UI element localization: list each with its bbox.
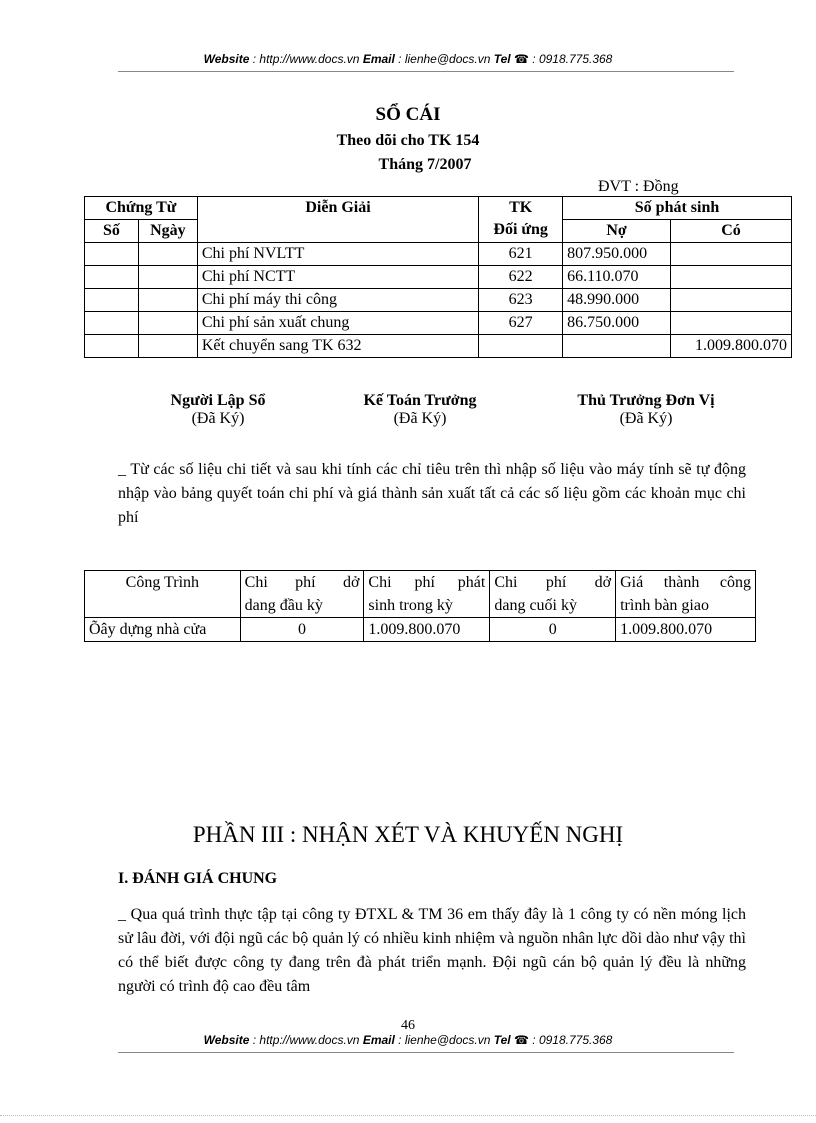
phone-icon: ☎ (513, 1033, 529, 1047)
debit-cell: 66.110.070 (563, 266, 671, 289)
signature-title: Kế Toán Trưởng (363, 392, 477, 409)
page-break-line (0, 1115, 816, 1116)
section-heading: I. ĐÁNH GIÁ CHUNG (118, 870, 278, 887)
date-header: Ngày (138, 220, 197, 243)
tel-label: Tel (493, 52, 511, 66)
credit-cell (671, 266, 792, 289)
section-title: PHẦN III : NHẬN XÉT VÀ KHUYẾN NGHỊ (192, 822, 624, 847)
signature-status: (Đã Ký) (619, 410, 673, 427)
table-row (85, 266, 792, 289)
closing-header (490, 571, 616, 618)
voucher-date-cell (138, 266, 197, 289)
account-cell: 621 (479, 243, 563, 266)
page-number: 46 (401, 1018, 415, 1033)
signature-head-of-unit (548, 392, 744, 428)
debit-cell (563, 335, 671, 358)
account-header-line1: TK (509, 199, 533, 216)
voucher-date-cell (138, 243, 197, 266)
page-header (0, 52, 816, 66)
voucher-date-cell (138, 335, 197, 358)
voucher-date-cell (138, 289, 197, 312)
debit-cell: 48.990.000 (563, 289, 671, 312)
incurred-cell: 1.009.800.070 (364, 618, 490, 642)
signature-title: Người Lập Sổ (170, 392, 266, 409)
signature-status: (Đã Ký) (393, 410, 447, 427)
incurred-header (364, 571, 490, 618)
opening-header-line2: dang đầu kỳ (244, 597, 323, 614)
voucher-date-cell (138, 312, 197, 335)
cost-header-line2: trình bàn giao (620, 597, 709, 614)
opening-header (240, 571, 364, 618)
signature-title: Thủ Trưởng Đơn Vị (577, 392, 715, 409)
closing-header-line2: dang cuối kỳ (494, 597, 577, 614)
incurred-header-line2: sinh trong kỳ (368, 597, 453, 614)
account-cell: 623 (479, 289, 563, 312)
phone-icon: ☎ (513, 52, 529, 66)
website-label: Website (203, 1033, 250, 1047)
email-value: : lienhe@docs.vn (394, 1033, 494, 1047)
signature-status: (Đã Ký) (191, 410, 245, 427)
credit-header: Có (671, 220, 792, 243)
ledger-month: Tháng 7/2007 (378, 156, 472, 173)
number-header: Số (85, 220, 139, 243)
table-row (85, 312, 792, 335)
paragraph-assessment: _ Qua quá trình thực tập tại công ty ĐTXL & TM 36 em thấy đây là 1 công ty có nền móng lịch sử lâu đời, với đội ngũ các bộ quản lý có nhiều kinh nhiệm và nguồn nhân lực dồi dào như vậy thì có thể biết được công ty đang trên đà phát triển mạnh. Đội ngũ cán bộ quản lý đều là những người có trình độ cao đều tâm (118, 906, 746, 995)
table-row (85, 289, 792, 312)
debit-cell: 86.750.000 (563, 312, 671, 335)
website-label: Website (203, 52, 250, 66)
signature-preparer (140, 392, 296, 428)
closing-cell: 0 (490, 618, 616, 642)
ledger-subtitle: Theo dõi cho TK 154 (336, 132, 480, 149)
account-header (479, 197, 563, 243)
account-cell: 627 (479, 312, 563, 335)
credit-cell (671, 312, 792, 335)
description-cell: Chi phí sản xuất chung (197, 312, 478, 335)
summary-header-row (85, 571, 756, 618)
closing-header-line1: Chi phí dở (494, 574, 612, 591)
project-cell: Õây dựng nhà cửa (85, 618, 241, 642)
cost-summary-table (84, 570, 756, 642)
header-divider (118, 71, 734, 72)
cost-cell: 1.009.800.070 (616, 618, 756, 642)
description-cell: Chi phí NCTT (197, 266, 478, 289)
voucher-number-cell (85, 266, 139, 289)
email-label: Email (362, 52, 395, 66)
account-cell (479, 335, 563, 358)
credit-cell (671, 289, 792, 312)
description-header: Diễn Giải (197, 197, 478, 243)
voucher-number-cell (85, 335, 139, 358)
voucher-number-cell (85, 289, 139, 312)
email-label: Email (362, 1033, 395, 1047)
ledger-title: SỔ CÁI (375, 104, 441, 125)
project-header: Công Trình (85, 571, 241, 618)
description-cell: Chi phí NVLTT (197, 243, 478, 266)
debit-header: Nợ (563, 220, 671, 243)
account-header-line2: Đối ứng (493, 221, 548, 238)
description-cell: Chi phí máy thi công (197, 289, 478, 312)
debit-cell: 807.950.000 (563, 243, 671, 266)
signature-chief-accountant (330, 392, 510, 428)
voucher-number-cell (85, 312, 139, 335)
account-cell: 622 (479, 266, 563, 289)
voucher-header: Chứng Từ (85, 197, 198, 220)
page-footer (0, 1033, 816, 1047)
tel-value: : 0918.775.368 (528, 1033, 613, 1047)
incurred-header-line1: Chi phí phát (368, 574, 486, 591)
cost-header-line1: Giá thành công (620, 574, 751, 591)
website-value: : http://www.docs.vn (249, 52, 363, 66)
ledger-header-row (85, 197, 792, 220)
amount-header: Số phát sinh (563, 197, 792, 220)
voucher-number-cell (85, 243, 139, 266)
cost-header (616, 571, 756, 618)
opening-header-line1: Chi phí dở (244, 574, 360, 591)
opening-cell: 0 (240, 618, 364, 642)
footer-divider (118, 1052, 734, 1053)
credit-cell (671, 243, 792, 266)
tel-label: Tel (493, 1033, 511, 1047)
table-row (85, 335, 792, 358)
tel-value: : 0918.775.368 (528, 52, 613, 66)
credit-cell: 1.009.800.070 (671, 335, 792, 358)
table-row (85, 243, 792, 266)
table-row (85, 618, 756, 642)
paragraph-intro: _ Từ các số liệu chi tiết và sau khi tính các chỉ tiêu trên thì nhập số liệu vào máy tính sẽ tự động nhập vào bảng quyết toán chi phí và giá thành sản xuất tất cả các số liệu gồm các khoản mục chi phí (118, 461, 746, 526)
email-value: : lienhe@docs.vn (394, 52, 494, 66)
ledger-unit: ĐVT : Đồng (598, 178, 679, 195)
website-value: : http://www.docs.vn (249, 1033, 363, 1047)
description-cell: Kết chuyển sang TK 632 (197, 335, 478, 358)
ledger-table (84, 196, 792, 358)
